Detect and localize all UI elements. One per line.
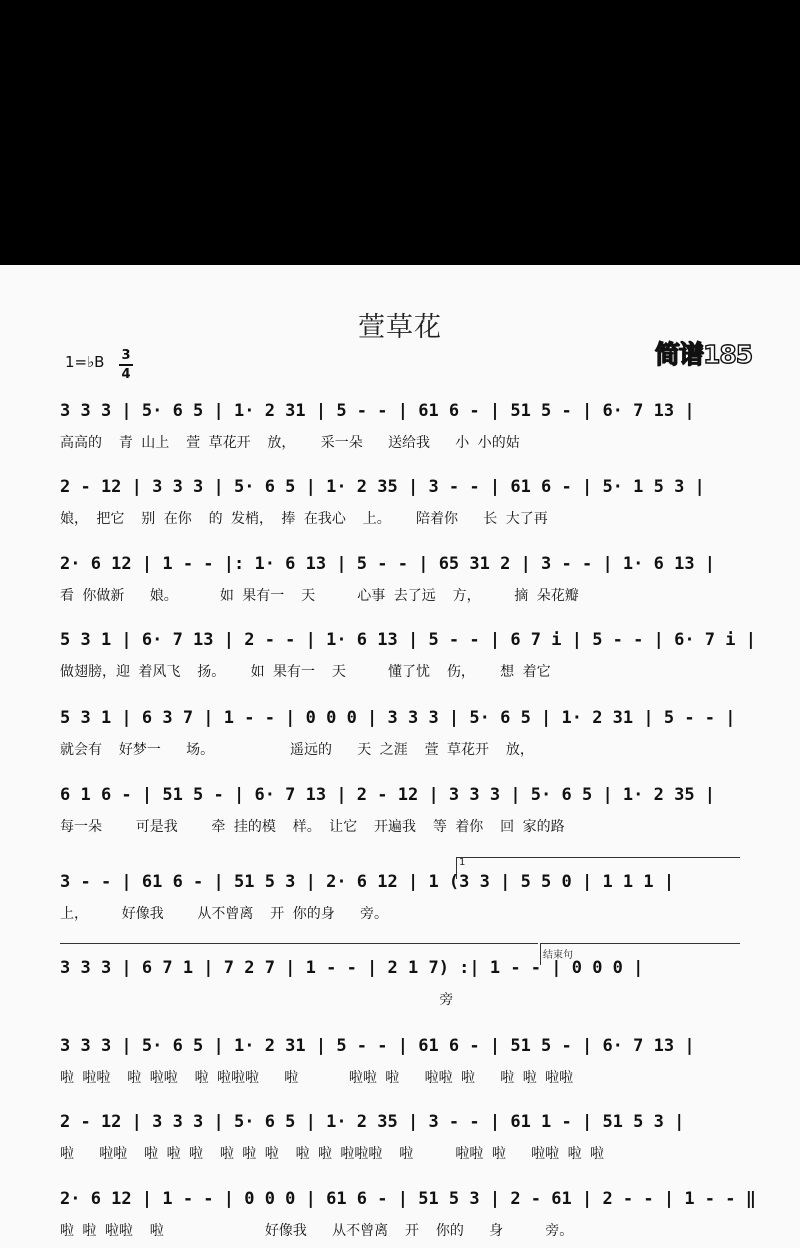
lyrics-line: 旁 <box>60 992 454 1008</box>
notes-line: 3 3 3 | 5· 6 5 | 1· 2 31 | 5 - - | 61 6 - | 51 5 - | 6· 7 13 | <box>60 401 695 421</box>
volta-bracket-line <box>456 857 740 858</box>
lyrics-line: 每一朵 可是我 牵 挂的模 样。 让它 开遍我 等 着你 回 家的路 <box>60 819 565 835</box>
ending-bracket-line <box>540 943 740 944</box>
lyrics-line: 啦 啦啦 啦 啦啦 啦 啦啦啦 啦 啦啦 啦 啦啦 啦 啦 啦 啦啦 <box>60 1070 574 1086</box>
notes-line: 2 - 12 | 3 3 3 | 5· 6 5 | 1· 2 35 | 3 - - | 61 1 - | 51 5 3 | <box>60 1112 685 1132</box>
notes-line: 3 - - | 61 6 - | 51 5 3 | 2· 6 12 | 1 (3 3 | 5 5 0 | 1 1 1 | <box>60 872 675 892</box>
lyrics-line: 就会有 好梦一 场。 遥远的 天 之涯 萱 草花开 放， <box>60 742 534 758</box>
notes-line: 3 3 3 | 6 7 1 | 7 2 7 | 1 - - | 2 1 7) :| 1 - - | 0 0 0 | <box>60 958 644 978</box>
time-bottom: 4 <box>121 366 131 382</box>
notes-line: 2· 6 12 | 1 - - | 0 0 0 | 61 6 - | 51 5 3 | 2 - 61 | 2 - - | 1 - - ‖ <box>60 1189 756 1209</box>
song-title: 萱草花 <box>358 312 442 343</box>
volta-bracket-line-2 <box>60 943 538 944</box>
lyrics-line: 啦 啦 啦啦 啦 好像我 从不曾离 开 你的 身 旁。 <box>60 1223 574 1239</box>
lyrics-line: 上， 好像我 从不曾离 开 你的身 旁。 <box>60 906 389 922</box>
notes-line: 5 3 1 | 6 3 7 | 1 - - | 0 0 0 | 3 3 3 | 5· 6 5 | 1· 2 31 | 5 - - | <box>60 708 736 728</box>
lyrics-line: 娘， 把它 别 在你 的 发梢， 捧 在我心 上。 陪着你 长 大了再 <box>60 511 548 527</box>
ending-label: 结束句 <box>543 950 573 961</box>
lyrics-line: 啦 啦啦 啦 啦 啦 啦 啦 啦 啦 啦 啦啦啦 啦 啦啦 啦 啦啦 啦 啦 <box>60 1146 605 1162</box>
notes-line: 6 1 6 - | 51 5 - | 6· 7 13 | 2 - 12 | 3 3 3 | 5· 6 5 | 1· 2 35 | <box>60 785 716 805</box>
time-signature <box>118 347 134 383</box>
notes-line: 5 3 1 | 6· 7 13 | 2 - - | 1· 6 13 | 5 - - | 6 7 i | 5 - - | 6· 7 i | <box>60 630 756 650</box>
notes-line: 2 - 12 | 3 3 3 | 5· 6 5 | 1· 2 35 | 3 - - | 61 6 - | 5· 1 5 3 | <box>60 477 705 497</box>
lyrics-line: 做翅膀，迎 着风飞 扬。 如 果有一 天 懂了忧 伤， 想 着它 <box>60 664 551 680</box>
lyrics-line: 看 你做新 娘。 如 果有一 天 心事 去了远 方， 摘 朵花瓣 <box>60 588 579 604</box>
notes-line: 2· 6 12 | 1 - - |: 1· 6 13 | 5 - - | 65 31 2 | 3 - - | 1· 6 13 | <box>60 554 716 574</box>
volta-label: 1 <box>459 857 466 868</box>
score-sheet <box>0 265 800 1248</box>
time-top: 3 <box>121 348 131 363</box>
key-signature: 1=♭B <box>65 353 105 371</box>
lyrics-line: 高高的 青 山上 萱 草花开 放， 采一朵 送给我 小 小的姑 <box>60 435 520 451</box>
notes-line: 3 3 3 | 5· 6 5 | 1· 2 31 | 5 - - | 61 6 - | 51 5 - | 6· 7 13 | <box>60 1036 695 1056</box>
brand-logo: 简谱185 <box>655 340 753 369</box>
